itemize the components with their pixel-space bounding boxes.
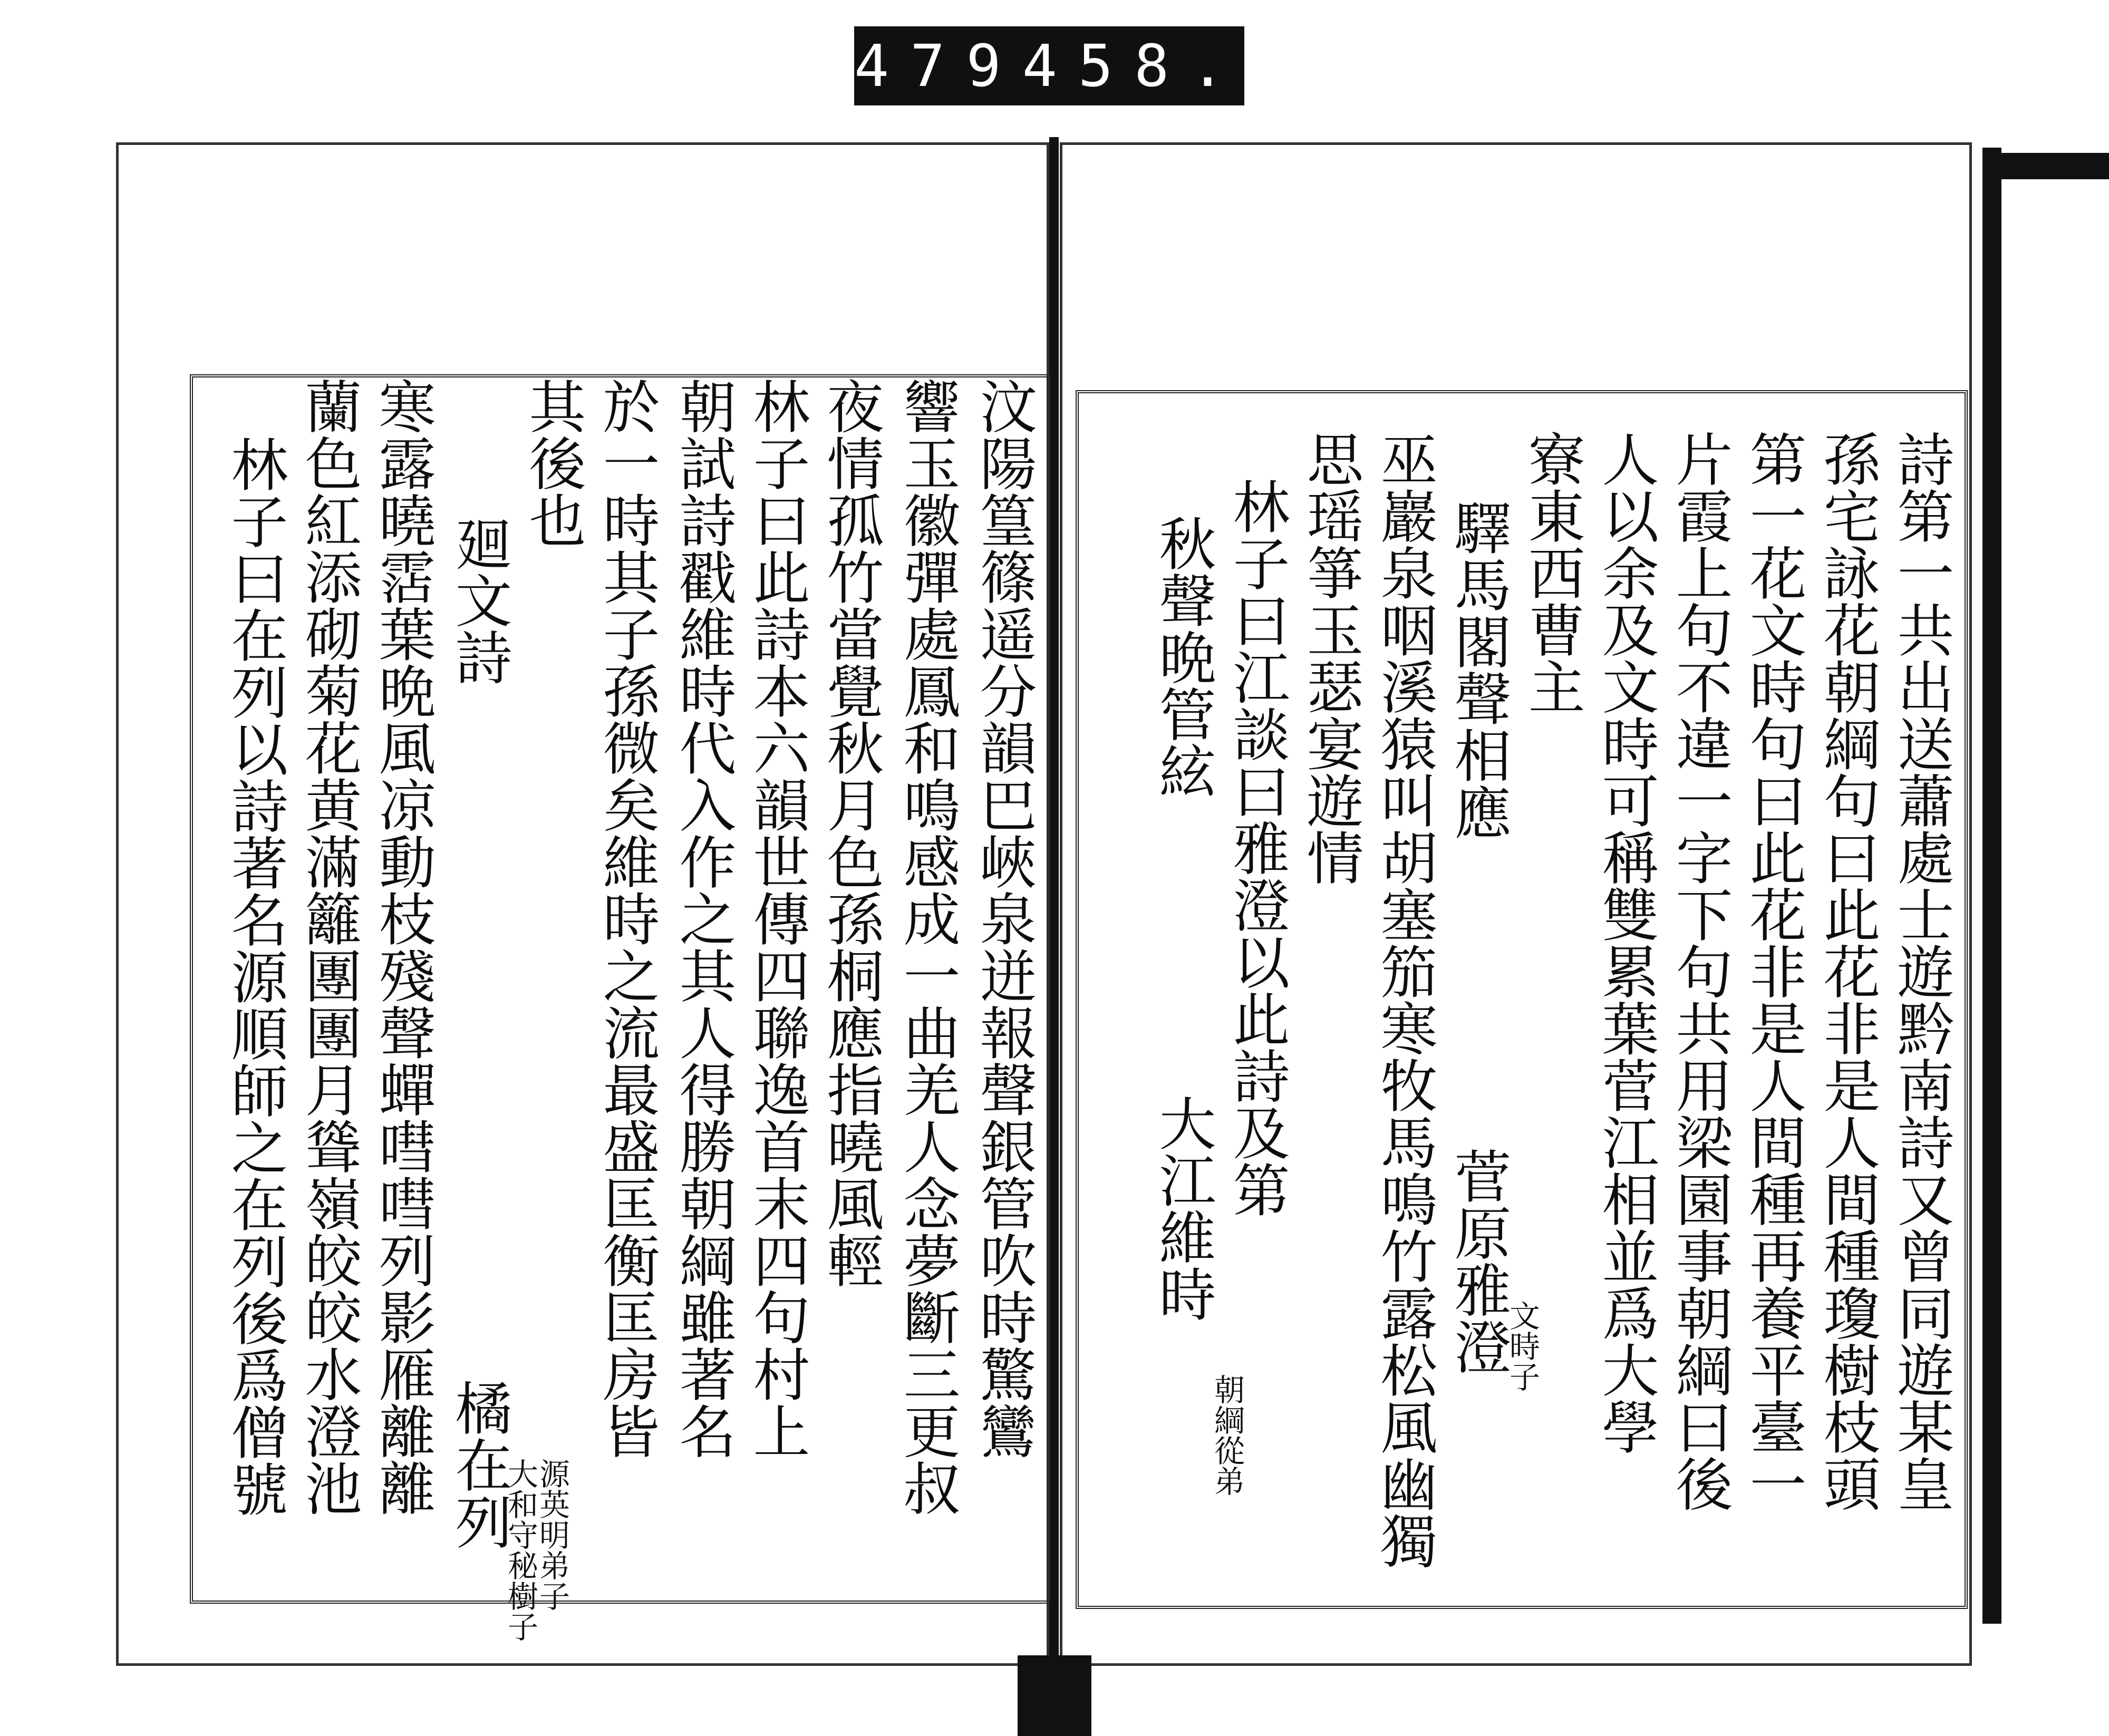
binding-spine — [1049, 137, 1059, 1698]
right-column-5: 人以余及文時可稱雙累葉菅江相並爲大學 — [1592, 430, 1658, 1455]
right-column-6: 寮東西曹主 — [1518, 430, 1584, 715]
archive-number-left: 479 — [854, 32, 1022, 100]
right-heading-poem: 驛馬閣聲相應 — [1445, 499, 1511, 840]
right-column-11: 秋聲晩管絃 — [1149, 515, 1215, 799]
right-author-2-note: 朝綱從弟 — [1209, 1374, 1245, 1496]
left-column-9: 寒露曉霑葉晩風凉動枝殘聲蟬嘒嘒列影雁離離 — [369, 377, 435, 1516]
archive-number-right: 458. — [1022, 32, 1246, 100]
left-column-7: 其後也 — [519, 377, 585, 548]
right-edge-tab — [1988, 153, 2109, 179]
left-column-6: 於一時其子孫微矣維時之流最盛匡衡匡房皆 — [593, 377, 659, 1459]
left-column-4: 林子曰此詩本六韻世傳四聯逸首末四句村上 — [743, 377, 809, 1459]
left-column-2: 響玉徽彈處鳳和鳴感成一曲羌人念夢斷三更叔 — [894, 377, 960, 1516]
left-column-11: 林子曰在列以詩著名源順師之在列後爲僧號 — [221, 435, 287, 1517]
right-column-3: 第一花文時句曰此花非是人間種再養平臺一 — [1740, 430, 1806, 1512]
right-author-2: 大江維時 — [1149, 1094, 1215, 1322]
archive-label — [854, 26, 1244, 105]
right-text-frame — [1076, 390, 1968, 1609]
left-column-5: 朝試詩戳維時代入作之其人得勝朝綱雖著名 — [670, 377, 736, 1459]
right-author-1: 菅原雅澄 — [1445, 1147, 1511, 1375]
binding-stem — [1018, 1655, 1091, 1736]
right-column-9: 思瑶箏玉瑟宴遊情 — [1297, 430, 1363, 886]
left-column-3: 夜情孤竹當覺秋月色孫桐應指曉風輕 — [817, 377, 883, 1288]
left-text-frame — [190, 374, 1050, 1642]
right-column-8: 巫巖泉咽溪猿叫胡塞笳寒牧馬鳴竹露松風幽獨 — [1371, 430, 1437, 1569]
right-column-4: 片霞上句不違一字下句共用梁園事朝綱曰後 — [1666, 430, 1732, 1512]
right-book-edge — [1982, 148, 2001, 1624]
left-heading-kaibun: 廻文詩 — [446, 515, 511, 685]
right-column-1: 詩第一共出送蕭處士遊黔南詩又曾同遊某皇 — [1888, 430, 1953, 1512]
left-column-10: 蘭色紅添砌菊花黄滿籬團團月聳嶺皎皎水澄池 — [295, 377, 361, 1516]
left-column-1: 汶陽篁篠遥分韻巴峽泉迸報聲銀管吹時驚鸞 — [970, 377, 1036, 1459]
right-author-1-note: 文時子 — [1504, 1300, 1540, 1392]
left-author-note-2: 源英明弟子 — [534, 1458, 570, 1611]
left-author: 橘在列 — [446, 1379, 511, 1550]
right-column-2: 孫宅詠花朝綱句曰此花非是人間種瓊樹枝頭 — [1814, 430, 1880, 1512]
right-column-10: 林子曰江談曰雅澄以此詩及第 — [1223, 478, 1289, 1218]
left-author-note-1: 大和守秘樹子 — [502, 1458, 538, 1642]
